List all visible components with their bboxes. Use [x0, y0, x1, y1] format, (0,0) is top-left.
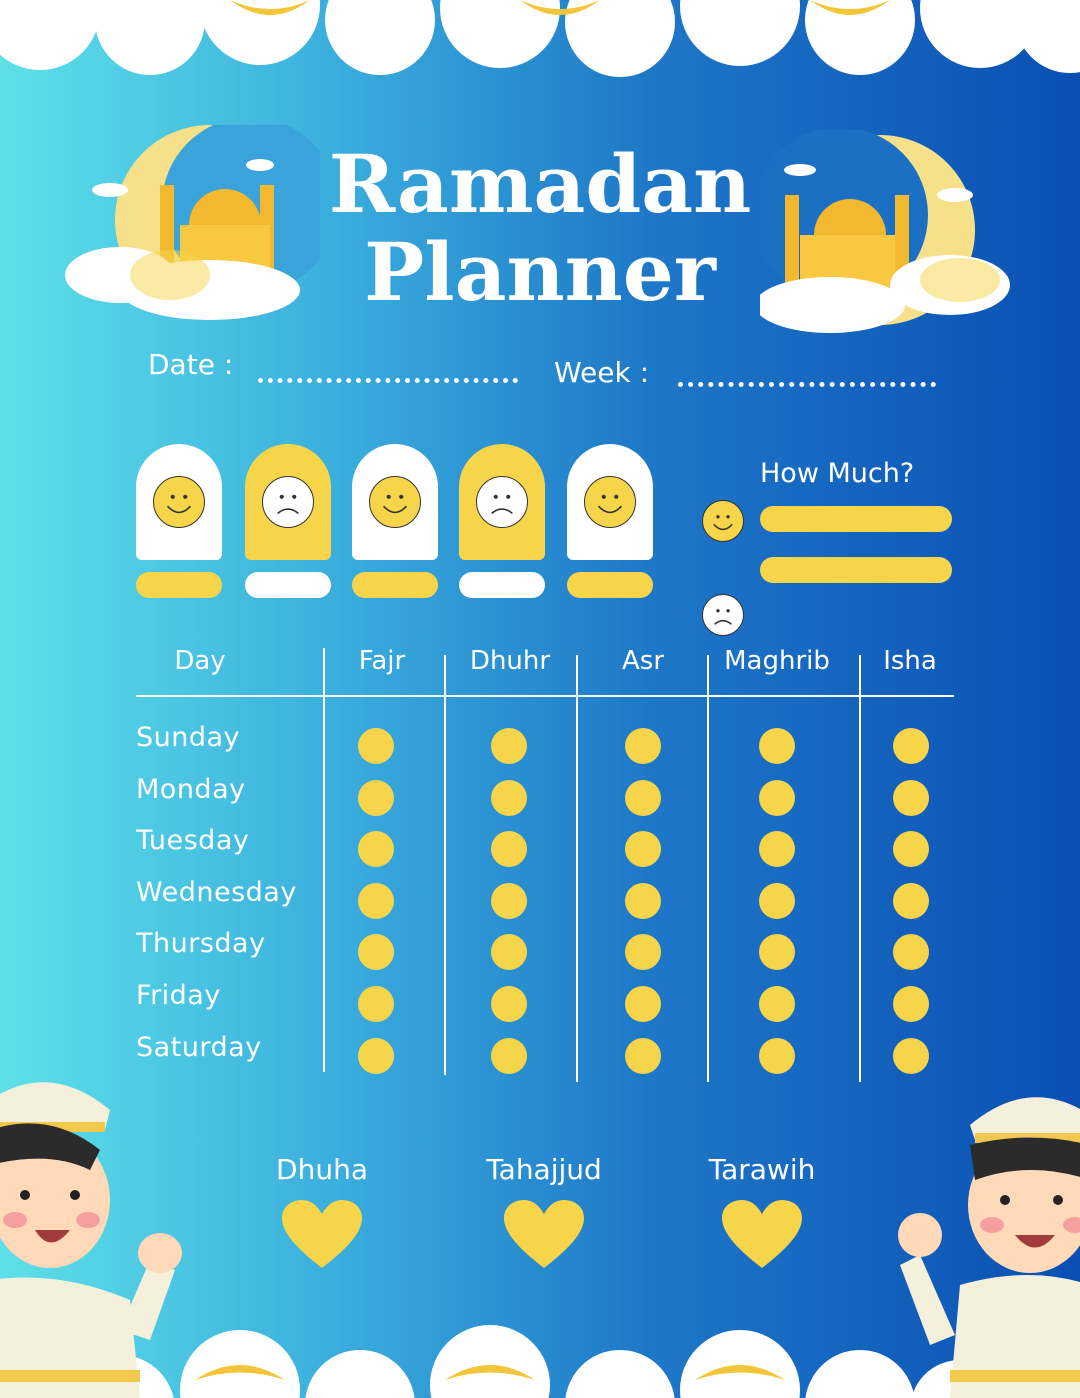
- title-line-1: Ramadan: [328, 137, 752, 231]
- prayer-checkbox-tuesday-fajr[interactable]: [358, 831, 394, 867]
- date-label: Date :: [148, 348, 234, 381]
- day-label-sunday: Sunday: [136, 722, 241, 753]
- prayer-checkbox-monday-asr[interactable]: [625, 780, 661, 816]
- prayer-checkbox-monday-fajr[interactable]: [358, 780, 394, 816]
- date-field[interactable]: [258, 378, 518, 383]
- prayer-checkbox-saturday-isha[interactable]: [893, 1038, 929, 1074]
- day-label-tuesday: Tuesday: [136, 825, 250, 857]
- week-field[interactable]: [678, 382, 936, 387]
- prayer-checkbox-wednesday-maghrib[interactable]: [759, 883, 795, 919]
- page-title: [0, 137, 1080, 319]
- happy-face-icon: [702, 500, 744, 542]
- prayer-checkbox-thursday-dhuhr[interactable]: [491, 934, 527, 970]
- happy-face-icon: [584, 476, 636, 528]
- column-divider: [576, 655, 578, 1082]
- mood-lamp[interactable]: [352, 444, 438, 560]
- prayer-checkbox-thursday-asr[interactable]: [625, 934, 661, 970]
- prayer-checkbox-wednesday-dhuhr[interactable]: [491, 883, 527, 919]
- day-label-saturday: Saturday: [136, 1031, 262, 1063]
- day-label-friday: Friday: [136, 980, 221, 1011]
- header-asr: Asr: [621, 646, 665, 676]
- week-label: Week :: [554, 356, 650, 389]
- prayer-checkbox-saturday-fajr[interactable]: [358, 1038, 394, 1074]
- column-divider: [707, 655, 709, 1082]
- heart-icon[interactable]: [722, 1200, 802, 1270]
- prayer-checkbox-sunday-isha[interactable]: [893, 728, 929, 764]
- column-divider: [859, 655, 861, 1082]
- prayer-checkbox-thursday-maghrib[interactable]: [759, 934, 795, 970]
- happy-face-icon: [153, 476, 205, 528]
- prayer-checkbox-wednesday-isha[interactable]: [893, 883, 929, 919]
- prayer-checkbox-wednesday-asr[interactable]: [625, 883, 661, 919]
- header-dhuhr: Dhuhr: [469, 646, 551, 676]
- prayer-checkbox-sunday-maghrib[interactable]: [759, 728, 795, 764]
- prayer-checkbox-sunday-asr[interactable]: [625, 728, 661, 764]
- heart-icon[interactable]: [282, 1200, 362, 1270]
- sad-amount-bar[interactable]: [760, 557, 952, 583]
- column-divider: [323, 648, 325, 1072]
- happy-face-icon: [369, 476, 421, 528]
- day-label-thursday: Thursday: [136, 928, 266, 960]
- sad-face-icon: [702, 594, 744, 636]
- sad-face-icon: [476, 476, 528, 528]
- day-label-wednesday: Wednesday: [136, 876, 297, 908]
- prayer-checkbox-tuesday-asr[interactable]: [625, 831, 661, 867]
- prayer-checkbox-saturday-asr[interactable]: [625, 1038, 661, 1074]
- mood-pill[interactable]: [567, 572, 653, 598]
- prayer-checkbox-monday-maghrib[interactable]: [759, 780, 795, 816]
- mood-pill[interactable]: [352, 572, 438, 598]
- prayer-checkbox-saturday-dhuhr[interactable]: [491, 1038, 527, 1074]
- mood-lamp[interactable]: [459, 444, 545, 560]
- header-day: Day: [174, 646, 226, 676]
- prayer-checkbox-tuesday-dhuhr[interactable]: [491, 831, 527, 867]
- header-isha: Isha: [883, 646, 937, 676]
- prayer-checkbox-monday-isha[interactable]: [893, 780, 929, 816]
- header-maghrib: Maghrib: [724, 646, 830, 676]
- extra-label-tarawih: Tarawih: [708, 1153, 816, 1186]
- happy-amount-bar[interactable]: [760, 506, 952, 532]
- prayer-checkbox-tuesday-isha[interactable]: [893, 831, 929, 867]
- prayer-checkbox-tuesday-maghrib[interactable]: [759, 831, 795, 867]
- prayer-checkbox-thursday-isha[interactable]: [893, 934, 929, 970]
- prayer-checkbox-friday-fajr[interactable]: [358, 986, 394, 1022]
- right-boy-illustration: [880, 1085, 1080, 1398]
- prayer-checkbox-saturday-maghrib[interactable]: [759, 1038, 795, 1074]
- mood-pill[interactable]: [459, 572, 545, 598]
- left-boy-illustration: [0, 1070, 190, 1398]
- extra-label-dhuha: Dhuha: [276, 1153, 368, 1186]
- mood-pill[interactable]: [245, 572, 331, 598]
- mood-lamp[interactable]: [245, 444, 331, 560]
- prayer-checkbox-friday-dhuhr[interactable]: [491, 986, 527, 1022]
- top-cloud-border: [0, 0, 1080, 80]
- prayer-checkbox-sunday-fajr[interactable]: [358, 728, 394, 764]
- mood-lamp[interactable]: [136, 444, 222, 560]
- mood-lamp[interactable]: [567, 444, 653, 560]
- extra-label-tahajjud: Tahajjud: [486, 1153, 602, 1186]
- title-line-2: Planner: [364, 225, 716, 319]
- heart-icon[interactable]: [504, 1200, 584, 1270]
- mood-pill[interactable]: [136, 572, 222, 598]
- day-label-monday: Monday: [136, 773, 246, 805]
- column-divider: [444, 655, 446, 1075]
- prayer-checkbox-friday-isha[interactable]: [893, 986, 929, 1022]
- prayer-checkbox-friday-asr[interactable]: [625, 986, 661, 1022]
- prayer-checkbox-wednesday-fajr[interactable]: [358, 883, 394, 919]
- sad-face-icon: [262, 476, 314, 528]
- how-much-label: How Much?: [760, 458, 915, 489]
- prayer-checkbox-sunday-dhuhr[interactable]: [491, 728, 527, 764]
- prayer-checkbox-thursday-fajr[interactable]: [358, 934, 394, 970]
- header-fajr: Fajr: [358, 646, 406, 676]
- prayer-checkbox-monday-dhuhr[interactable]: [491, 780, 527, 816]
- prayer-checkbox-friday-maghrib[interactable]: [759, 986, 795, 1022]
- header-divider: [136, 695, 954, 697]
